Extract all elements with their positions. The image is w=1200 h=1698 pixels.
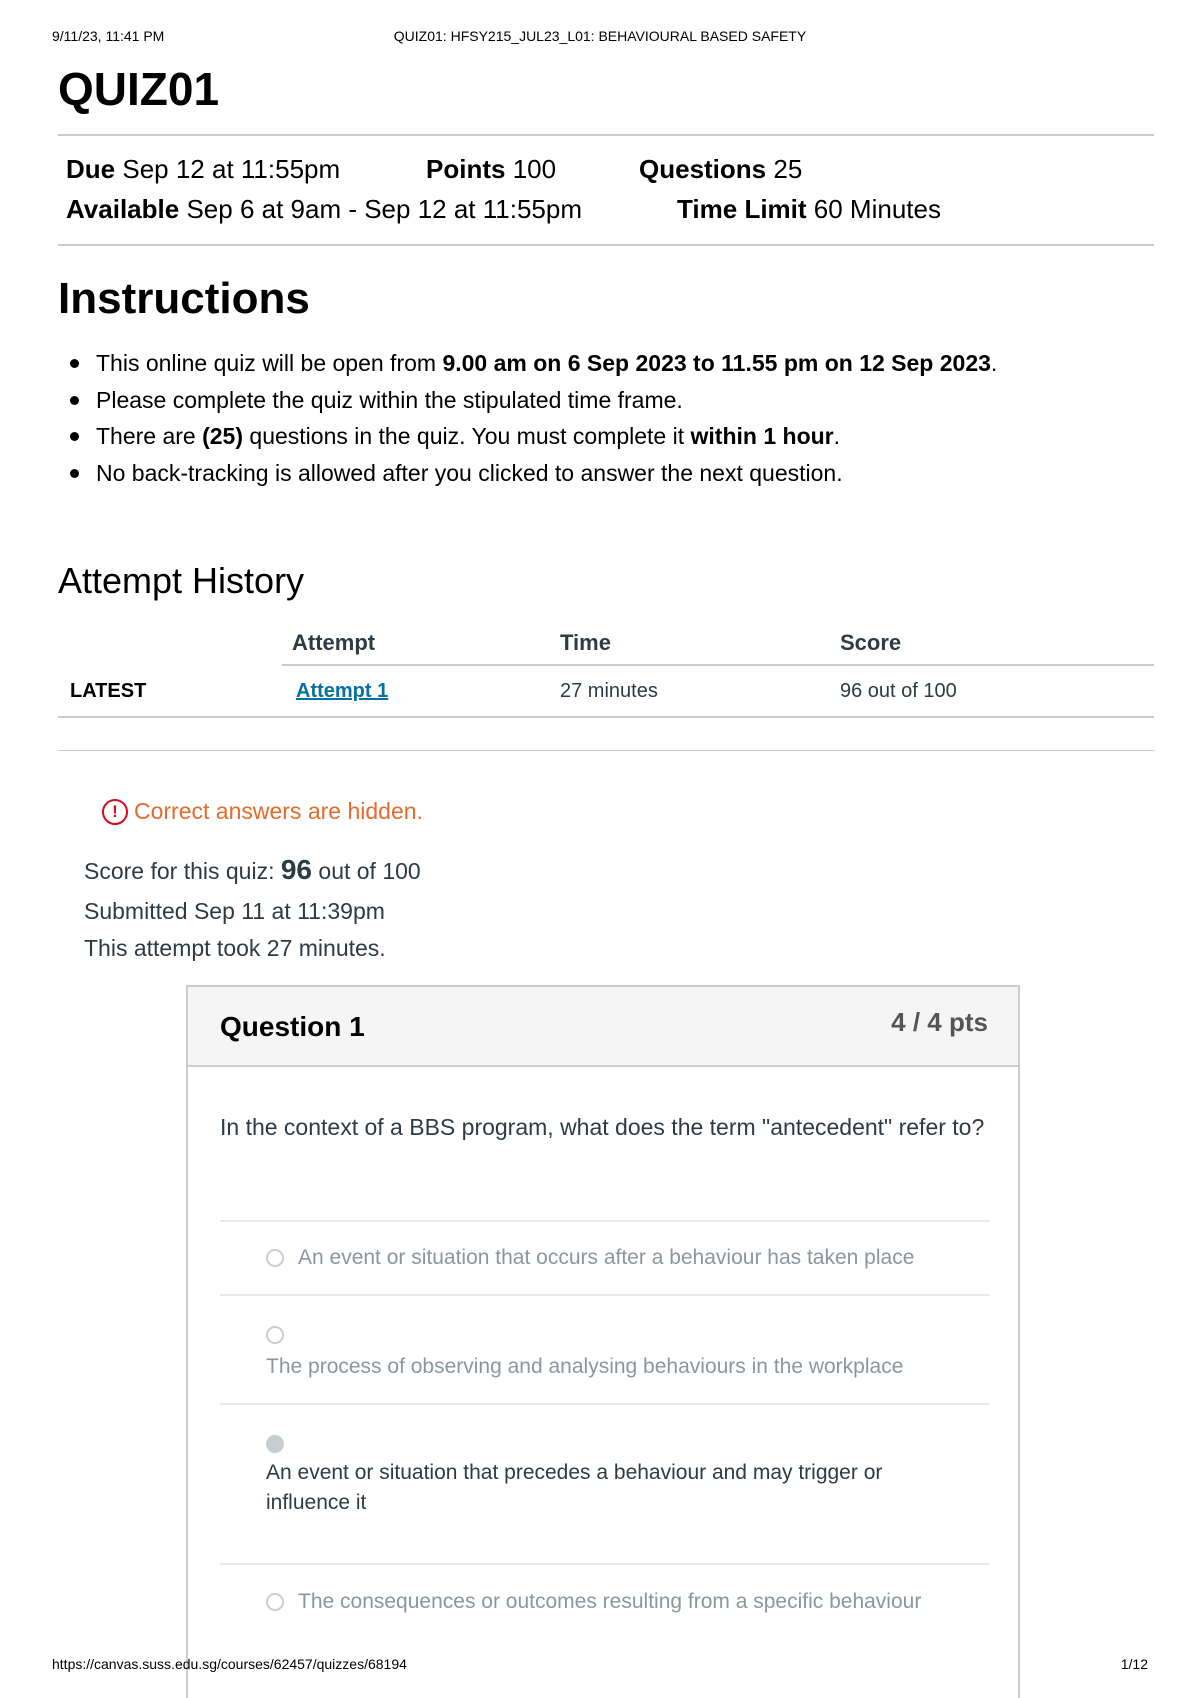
answer-divider	[220, 1563, 990, 1565]
quiz-available	[66, 194, 582, 225]
attempt-history-table	[58, 622, 1154, 718]
exclamation-circle-icon: !	[102, 799, 128, 825]
answer-divider	[220, 1403, 990, 1405]
answer-divider	[220, 1294, 990, 1296]
radio-icon[interactable]	[266, 1326, 284, 1344]
attempt-history-heading: Attempt History	[58, 560, 305, 601]
question-title: Question 1	[220, 1011, 365, 1042]
column-header-score: Score	[840, 630, 902, 655]
print-footer	[52, 1656, 1148, 1676]
radio-icon[interactable]	[266, 1249, 284, 1267]
bullet-icon	[70, 396, 79, 405]
quiz-score: Score for this quiz: 96 out of 100	[84, 854, 421, 885]
quiz-due	[66, 154, 340, 185]
quiz-title: QUIZ01	[58, 63, 220, 115]
print-header	[52, 28, 1148, 48]
time-cell: 27 minutes	[560, 680, 658, 702]
divider	[58, 750, 1154, 751]
question-card	[186, 985, 1020, 1698]
attempt-link[interactable]: Attempt 1	[296, 680, 389, 702]
radio-icon[interactable]	[266, 1593, 284, 1611]
answer-option-selected: An event or situation that precedes a behaviour and may trigger or influence it	[266, 1461, 883, 1514]
instructions-heading: Instructions	[58, 274, 310, 323]
time-limit-label: Time Limit	[677, 194, 807, 224]
question-text: In the context of a BBS program, what does the term "antecedent" refer to?	[220, 1114, 985, 1140]
due-value: Sep 12 at 11:55pm	[122, 154, 341, 184]
instruction-item: No back-tracking is allowed after you clicked to answer the next question.	[58, 455, 1158, 492]
instructions-list	[58, 345, 1158, 491]
column-header-attempt: Attempt	[292, 630, 376, 655]
answer-option: An event or situation that occurs after a behaviour has taken place	[298, 1246, 915, 1269]
attempt-duration: This attempt took 27 minutes.	[84, 935, 386, 961]
instruction-item: There are (25) questions in the quiz. You must complete it within 1 hour.	[58, 418, 1158, 455]
points-value: 100	[512, 154, 557, 184]
divider	[58, 244, 1154, 246]
quiz-time-limit	[677, 194, 941, 225]
answer-option: The consequences or outcomes resulting from a specific behaviour	[298, 1590, 922, 1613]
time-limit-value: 60 Minutes	[813, 194, 941, 224]
due-label: Due	[66, 154, 116, 184]
available-value: Sep 6 at 9am - Sep 12 at 11:55pm	[186, 194, 583, 224]
bullet-icon	[70, 432, 79, 441]
print-doc-title: QUIZ01: HFSY215_JUL23_L01: BEHAVIOURAL BASED SAFETY	[393, 28, 807, 44]
points-label: Points	[426, 154, 506, 184]
table-header	[58, 622, 1154, 666]
divider	[58, 134, 1154, 136]
instruction-item: This online quiz will be open from 9.00 am on 6 Sep 2023 to 11.55 pm on 12 Sep 2023.	[58, 345, 1158, 382]
column-header-time: Time	[560, 630, 611, 655]
questions-label: Questions	[639, 154, 767, 184]
bullet-icon	[70, 359, 79, 368]
available-label: Available	[66, 194, 180, 224]
answers-hidden-notice	[102, 798, 423, 825]
notice-text: Correct answers are hidden.	[134, 798, 423, 824]
answer-option: The process of observing and analysing behaviours in the workplace	[266, 1355, 904, 1378]
attempt-cell	[296, 680, 388, 703]
question-points: 4 / 4 pts	[891, 1007, 988, 1037]
quiz-points	[426, 154, 556, 185]
answer-divider	[220, 1220, 990, 1222]
questions-value: 25	[773, 154, 803, 184]
latest-label: LATEST	[70, 680, 147, 702]
page-url: https://canvas.suss.edu.sg/courses/62457/quizzes/68194	[52, 1656, 407, 1672]
bullet-icon	[70, 469, 79, 478]
score-cell: 96 out of 100	[840, 680, 957, 702]
radio-selected-icon[interactable]	[266, 1435, 284, 1453]
print-datetime: 9/11/23, 11:41 PM	[52, 28, 165, 44]
quiz-questions	[639, 154, 802, 185]
table-row	[58, 666, 1154, 718]
submitted-time: Submitted Sep 11 at 11:39pm	[84, 898, 385, 924]
page-number: 1/12	[1120, 1656, 1148, 1672]
question-header	[188, 987, 1018, 1067]
score-value: 96	[280, 854, 313, 885]
instruction-item: Please complete the quiz within the stipulated time frame.	[58, 382, 1158, 419]
